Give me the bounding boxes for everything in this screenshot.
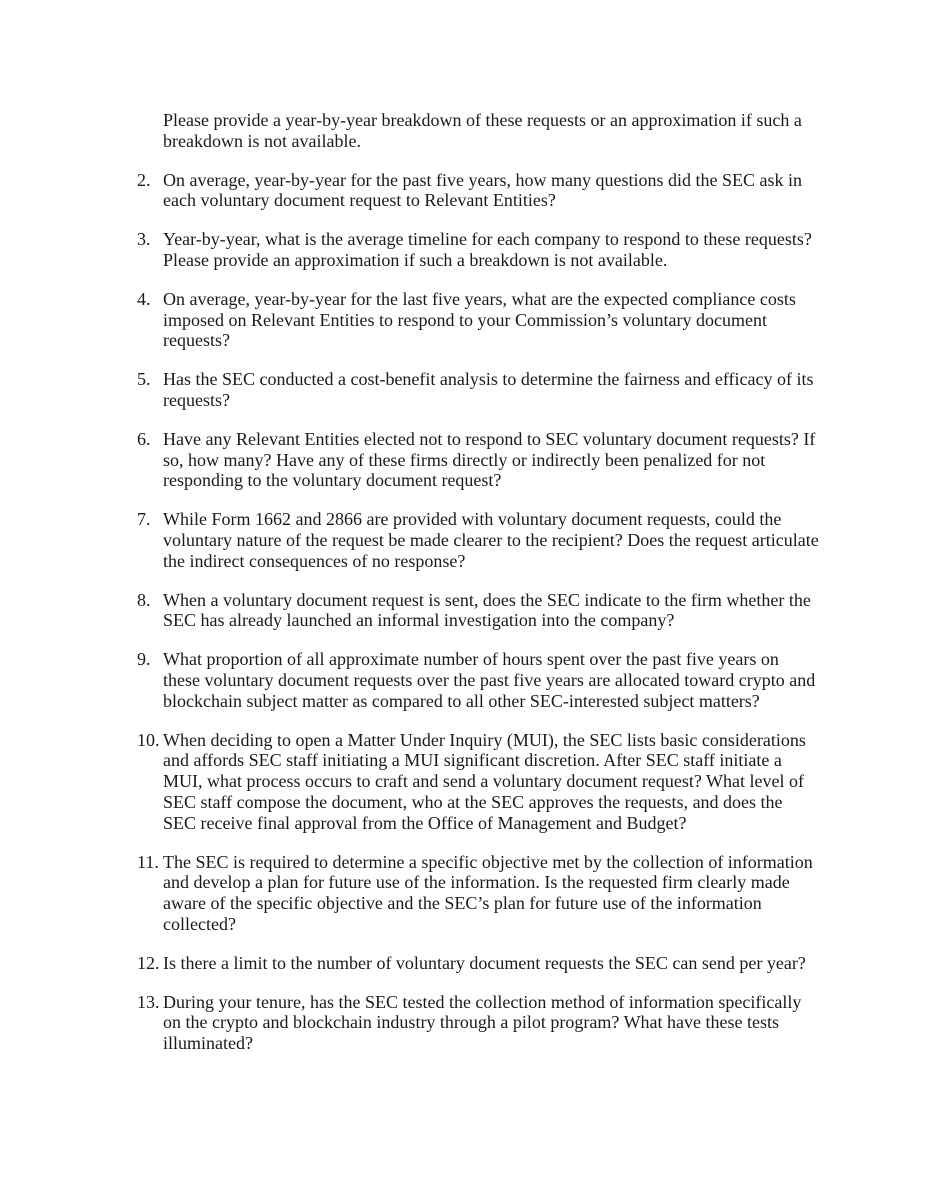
list-item: [137, 369, 820, 411]
list-item: [137, 649, 820, 711]
list-item-text: On average, year-by-year for the past five years, how many questions did the SEC ask in each voluntary document request to Relevant Entities?: [163, 169, 802, 211]
list-item: [137, 289, 820, 351]
list-item: [137, 992, 820, 1054]
list-item-number: 9.: [137, 649, 151, 670]
list-item: [137, 229, 820, 271]
list-item: [137, 590, 820, 632]
list-item-text: When a voluntary document request is sent, does the SEC indicate to the firm whether the SEC has already launched an informal investigation into the company?: [163, 589, 811, 631]
list-item-text: While Form 1662 and 2866 are provided with voluntary document requests, could the voluntary nature of the request be made clearer to the recipient? Does the request articulate the indirect consequences of no response?: [163, 509, 819, 571]
list-item-text: The SEC is required to determine a specific objective met by the collection of information and develop a plan for future use of the information. Is the requested firm clearly made aware of the specific objective and the SEC’s plan for future use of the information collected?: [163, 851, 813, 934]
list-item: [137, 429, 820, 491]
list-item-text: Have any Relevant Entities elected not to respond to SEC voluntary document requests? If so, how many? Have any of these firms directly or indirectly been penalized for not responding to the voluntary document request?: [163, 428, 816, 491]
document-body: [137, 110, 820, 1072]
list-item-number: 10.: [137, 729, 160, 750]
list-item-text: Year-by-year, what is the average timeline for each company to respond to these requests? Please provide an approximation if such a breakdown is not available.: [163, 229, 812, 270]
list-item-number: 6.: [137, 428, 151, 449]
list-item: [137, 170, 820, 212]
list-item-text: During your tenure, has the SEC tested the collection method of information specifically on the crypto and blockchain industry through a pilot program? What have these tests illuminated?: [163, 991, 802, 1054]
list-item-number: 12.: [137, 952, 160, 973]
list-item-text: What proportion of all approximate number of hours spent over the past five years on these voluntary document requests over the past five years are allocated toward crypto and blockchain subject matter as compared to all other SEC-interested subject matters?: [163, 649, 816, 711]
list-item-number: 5.: [137, 369, 151, 390]
list-item-number: 7.: [137, 509, 151, 530]
list-item: [137, 730, 820, 834]
list-item-number: 3.: [137, 229, 151, 250]
list-item-text: When deciding to open a Matter Under Inquiry (MUI), the SEC lists basic considerations and affords SEC staff initiating a MUI significant discretion. After SEC staff initiate a MUI, what process occurs to craft and send a voluntary document request? What level of SEC staff compose the document, who at the SEC approves the requests, and does the SEC receive final approval from the Office of Management and Budget?: [163, 729, 806, 833]
list-item-text: Has the SEC conducted a cost-benefit analysis to determine the fairness and efficacy of its requests?: [163, 369, 814, 410]
intro-paragraph: Please provide a year-by-year breakdown of these requests or an approximation if such a breakdown is not available.: [163, 110, 802, 151]
list-item-number: 13.: [137, 991, 160, 1012]
list-item-number: 4.: [137, 288, 151, 309]
list-item-text: On average, year-by-year for the last five years, what are the expected compliance costs imposed on Relevant Entities to respond to your Commission’s voluntary document requests?: [163, 288, 796, 351]
list-item-number: 11.: [137, 851, 159, 872]
list-item-text: Is there a limit to the number of voluntary document requests the SEC can send per year?: [163, 952, 806, 973]
list-item-number: 2.: [137, 169, 151, 190]
list-item-number: 8.: [137, 589, 151, 610]
list-item: [137, 509, 820, 571]
list-item: [137, 852, 820, 935]
list-item: [137, 953, 820, 974]
